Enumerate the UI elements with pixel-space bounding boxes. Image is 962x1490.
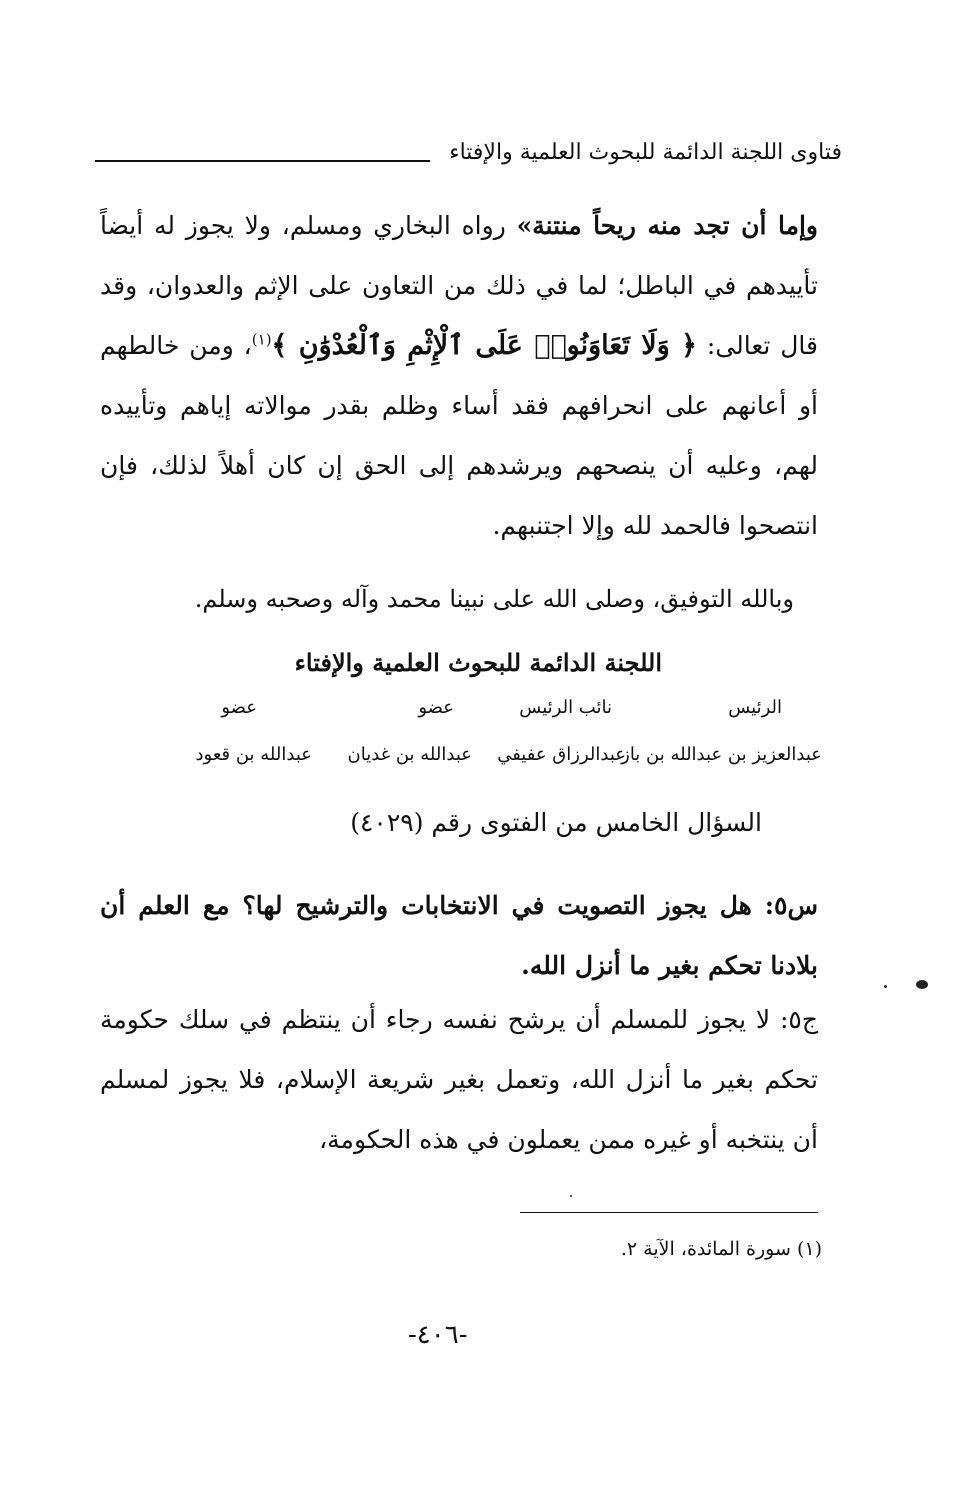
page-number: -٤٠٦-	[408, 1320, 468, 1350]
signatory-role: نائب الرئيس	[519, 697, 612, 718]
scan-speck	[884, 985, 887, 988]
header-rule	[95, 160, 430, 162]
question-heading: السؤال الخامس من الفتوى رقم (٤٠٢٩)	[350, 808, 762, 837]
committee-title: اللجنة الدائمة للبحوث العلمية والإفتاء	[294, 648, 662, 677]
footnote: (١) سورة المائدة، الآية ٢.	[620, 1238, 822, 1260]
signatory-name: عبدالله بن قعود	[195, 744, 312, 765]
quran-verse: ﴿ وَلَا تَعَاوَنُوا۟ عَلَى ٱلْإِثْمِ وَٱلْعُدْوَٰنِ ﴾	[271, 330, 697, 361]
scan-speck	[570, 1195, 572, 1197]
closing-line: وبالله التوفيق، وصلى الله على نبينا محمد وآله وصحبه وسلم.	[194, 585, 794, 613]
question-text	[100, 876, 818, 996]
signatory-role: الرئيس	[728, 697, 782, 718]
signatory-name: عبدالرزاق عفيفي	[497, 744, 626, 765]
signatory-role: عضو	[418, 697, 454, 718]
question-body: س٥: هل يجوز التصويت في الانتخابات والترشيح لها؟ مع العلم أن بلادنا تحكم بغير ما أنزل الله.	[100, 891, 818, 980]
signatory-name: عبدالله بن غديان	[347, 744, 472, 765]
fatwa-paragraph	[100, 196, 818, 556]
paragraph-text-a: رواه البخاري ومسلم، ولا يجوز له أيضاً تأييدهم في الباطل؛ لما في ذلك من التعاون على الإثم والعدوان، وقد قال تعالى:	[100, 211, 818, 360]
running-head: فتاوى اللجنة الدائمة للبحوث العلمية والإفتاء	[449, 140, 842, 165]
footnote-rule	[520, 1212, 818, 1213]
answer-body: ج٥: لا يجوز للمسلم أن يرشح نفسه رجاء أن ينتظم في سلك حكومة تحكم بغير ما أنزل الله، وتعمل بغير شريعة الإسلام، فلا يجوز لمسلم أن ينتخبه أو غيره ممن يعملون في هذه الحكومة،	[100, 1005, 818, 1154]
scan-speck	[916, 980, 928, 989]
hadith-bold-lead: وإما أن تجد منه ريحاً منتنة»	[516, 211, 818, 240]
signatory-role: عضو	[221, 697, 257, 718]
signatory-name: عبدالعزيز بن عبدالله بن باز	[621, 744, 822, 765]
footnote-ref: (١)	[251, 330, 272, 349]
answer-text	[100, 990, 818, 1170]
paragraph-text-b: ، ومن خالطهم أو أعانهم على انحرافهم فقد أساء وظلم بقدر موالاته إياهم وتأييده لهم، وعليه أن ينصحهم ويرشدهم إلى الحق إن كان أهلاً لذلك، فإن انتصحوا فالحمد لله وإلا اجتنبهم.	[100, 331, 818, 540]
